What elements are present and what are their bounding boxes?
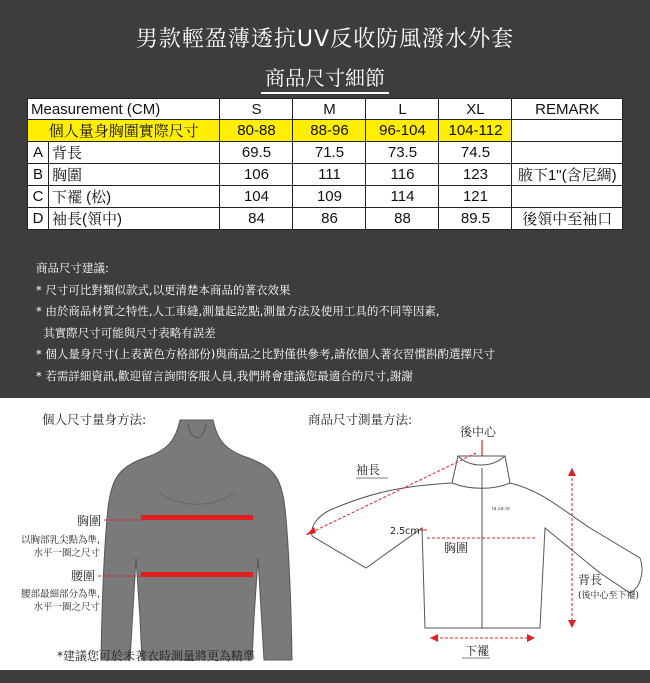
table-cell: 80-88: [220, 120, 293, 142]
back-length-desc: (後中心至下襬): [578, 591, 640, 601]
table-cell: 88: [366, 208, 439, 230]
garment-guide-heading: 商品尺寸測量方法:: [308, 412, 413, 427]
table-cell: 73.5: [366, 142, 439, 164]
table-row: [28, 208, 623, 230]
table-cell: 背長: [49, 142, 220, 164]
measure-guide: [0, 398, 650, 683]
chest-band: [141, 515, 253, 520]
page-title: 男款輕盈薄透抗UV反收防風潑水外套: [135, 27, 515, 52]
table-cell: 111: [293, 164, 366, 186]
size-notes: [36, 258, 495, 387]
waist-band: [141, 572, 253, 577]
table-cell: 121: [439, 186, 512, 208]
table-cell: [512, 120, 623, 142]
table-cell: 86: [293, 208, 366, 230]
table-cell: 104: [220, 186, 293, 208]
page-subtitle: 商品尺寸細節: [0, 62, 650, 91]
table-row-highlight: [28, 120, 623, 142]
table-header: XL: [439, 99, 512, 120]
body-guide-footnote: *建議您可於未著衣時測量將更為精準: [57, 649, 256, 663]
measure-illustration: [0, 398, 650, 683]
table-cell: 84: [220, 208, 293, 230]
note-line: * 尺寸可比對類似款式,以更清楚本商品的著衣效果: [36, 282, 291, 297]
table-cell: 後領中至袖口: [512, 208, 623, 230]
table-cell: 116: [366, 164, 439, 186]
table-row: [28, 186, 623, 208]
table-cell: 114: [366, 186, 439, 208]
table-cell: 104-112: [439, 120, 512, 142]
table-cell: D: [28, 208, 49, 230]
back-length-label: 背長: [578, 573, 603, 587]
torso-figure-icon: [101, 420, 292, 660]
table-cell: 69.5: [220, 142, 293, 164]
note-line: * 個人量身尺寸(上表黃色方格部份)與商品之比對僅供參考,請依個人著衣習慣斟酌選擇尺寸: [36, 347, 496, 361]
chest-measure-label: 胸圍: [444, 541, 469, 555]
table-cell: [512, 186, 623, 208]
table-row: [28, 164, 623, 186]
note-line: * 由於商品材質之特性,人工車縫,測量起訖點,測量方法及使用工具的不同等因素,: [36, 304, 440, 318]
table-cell: 74.5: [439, 142, 512, 164]
table-header-row: [28, 99, 623, 120]
jacket-outline-icon: [312, 456, 642, 628]
chest-desc: 水平一圈之尺寸: [33, 548, 100, 559]
waist-desc: 水平一圈之尺寸: [33, 602, 100, 613]
note-line: 商品尺寸建議:: [36, 261, 109, 275]
table-cell: 袖長(領中): [49, 208, 220, 230]
offset-label: 2.5cm: [390, 526, 420, 537]
size-table: [27, 98, 623, 230]
table-cell: 123: [439, 164, 512, 186]
table-cell: 106: [220, 164, 293, 186]
chest-label: 胸圍: [76, 514, 101, 528]
table-cell: 109: [293, 186, 366, 208]
table-header: L: [366, 99, 439, 120]
sleeve-label: 袖長: [356, 463, 381, 477]
brand-mark: la.sa.le: [492, 506, 510, 512]
note-line: * 若需詳細資訊,歡迎留言詢問客服人員,我們將會建議您最適合的尺寸,謝謝: [36, 368, 413, 383]
table-cell: 71.5: [293, 142, 366, 164]
table-cell: 88-96: [293, 120, 366, 142]
footer-bar: [0, 670, 650, 683]
chest-desc: 以胸部乳尖點為準,: [20, 535, 100, 546]
table-cell: 89.5: [439, 208, 512, 230]
table-cell: 96-104: [366, 120, 439, 142]
body-guide-heading: 個人尺寸量身方法:: [42, 412, 147, 427]
table-cell: 腋下1"(含尼綢): [512, 164, 623, 186]
table-row: [28, 142, 623, 164]
table-header: S: [220, 99, 293, 120]
table-cell: B: [28, 164, 49, 186]
table-cell: 個人量身胸圍實際尺寸: [28, 120, 220, 142]
table-cell: 下襬 (松): [49, 186, 220, 208]
waist-label: 腰圍: [70, 569, 95, 583]
table-cell: [512, 142, 623, 164]
table-cell: C: [28, 186, 49, 208]
waist-desc: 腰部最細部分為準,: [20, 589, 100, 600]
back-center-label: 後中心: [460, 425, 497, 439]
table-cell: A: [28, 142, 49, 164]
table-header: M: [293, 99, 366, 120]
hem-label: 下襬: [465, 644, 490, 658]
table-header: Measurement (CM): [28, 99, 220, 120]
table-cell: 胸圍: [49, 164, 220, 186]
table-header: REMARK: [512, 99, 623, 120]
note-line: 其實際尺寸可能與尺寸表略有誤差: [36, 325, 216, 340]
